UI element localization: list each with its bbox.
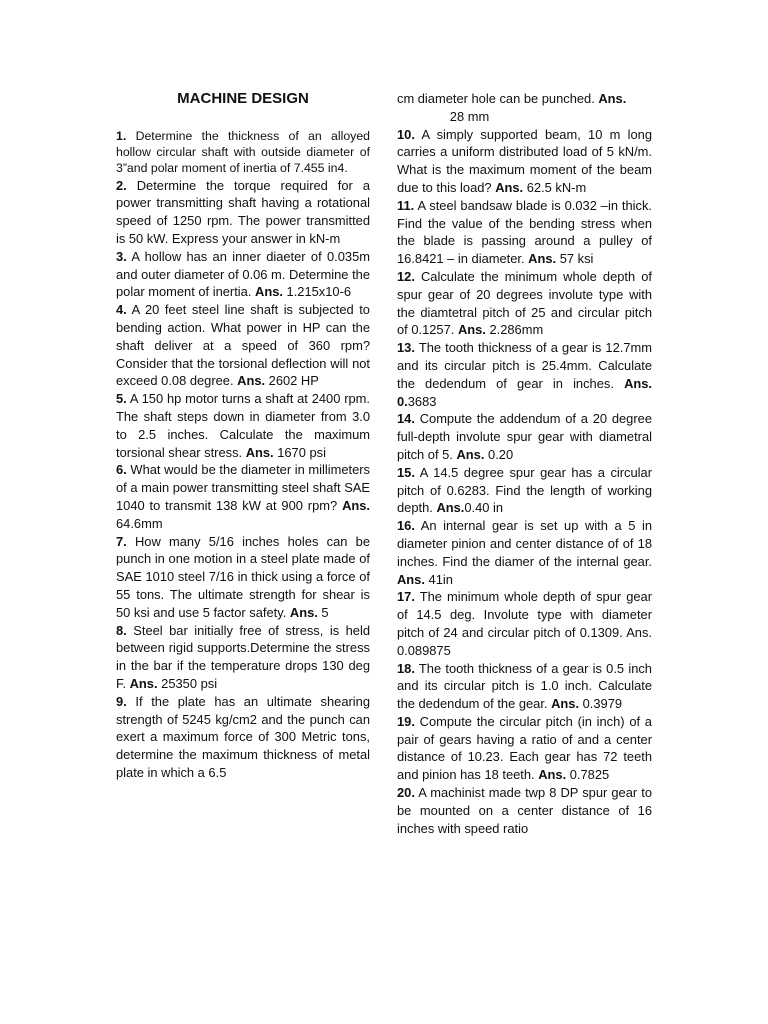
answer: 3683	[407, 393, 437, 409]
answer: 0.7825	[569, 767, 610, 783]
question-9-continuation: cm diameter hole can be punched. Ans. 28 mm	[397, 90, 652, 126]
question-15: 15. A 14.5 degree spur gear has a circular pitch of 0.6283. Find the length of working depth. Ans.0.40 in	[397, 464, 652, 516]
question-9: 9. If the plate has an ultimate shearing strength of 5245 kg/cm2 and the punch can exert a maximum force of 300 Metric tons, determine the maximum thickness of metal plate in which a 6.5	[116, 693, 370, 780]
question-7: 7. How many 5/16 inches holes can be punch in one motion in a steel plate made of SAE 1010 steel 7/16 in thick using a force of 55 tons. The ultimate strength for shear is 50 ksi and use 5 factor safety. Ans. 5	[116, 533, 370, 620]
question-16: 16. An internal gear is set up with a 5 in diameter pinion and center distance of of 18 inches. Find the diamer of the internal gear. Ans. 41in	[397, 518, 653, 587]
question-4: 4. A 20 feet steel line shaft is subjected to bending action. What power in HP can the shaft deliver at a speed of 360 rpm? Consider that the torsional deflection will not exceed 0.08 degree. Ans. 2602 HP	[116, 302, 370, 389]
question-20: 20. A machinist made twp 8 DP spur gear to be mounted on a center distance of 16 inches with speed ratio	[397, 785, 652, 836]
answer: 5	[321, 604, 329, 620]
answer: 1.215x10-6	[286, 284, 352, 300]
question-3: 3. A hollow has an inner diaeter of 0.035m and outer diameter of 0.06 m. Determine the polar moment of inertia. Ans. 1.215x10-6	[116, 248, 370, 300]
right-column	[397, 90, 652, 837]
question-6: 6. What would be the diameter in millimeters of a main power transmitting steel shaft SAE 1040 to transmit 138 kW at 900 rpm? Ans. 64.6mm	[116, 462, 370, 531]
question-5: 5. A 150 hp motor turns a shaft at 2400 rpm. The shaft steps down in diameter from 3.0 to 2.5 inches. Calculate the maximum torsional shear stress. Ans. 1670 psi	[116, 391, 370, 460]
question-8: 8. Steel bar initially free of stress, is held between rigid supports.Determine the stress in the bar if the temperature drops 130 deg F. Ans. 25350 psi	[116, 622, 370, 691]
answer: 28 mm	[449, 108, 490, 124]
answer: 57 ksi	[559, 251, 594, 267]
page-title: MACHINE DESIGN	[177, 90, 309, 107]
answer: 0.40 in	[464, 500, 504, 516]
question-14: 14. Compute the addendum of a 20 degree full-depth involute spur gear with diametral pitch of 5. Ans. 0.20	[397, 411, 652, 462]
answer: 64.6mm	[116, 515, 163, 531]
question-11: 11. A steel bandsaw blade is 0.032 –in thick. Find the value of the bending stress when the blade is passing around a pulley of 16.8421 – in diameter. Ans. 57 ksi	[397, 197, 652, 267]
answer: 25350 psi	[161, 675, 218, 691]
left-column	[116, 90, 370, 782]
answer: 2.286mm	[489, 322, 544, 338]
question-17: 17. The minimum whole depth of spur gear of 14.5 deg. Involute type with diameter pitch of 24 and circular pitch of 0.1309. Ans. 0.089875	[397, 589, 652, 658]
answer: 2602 HP	[268, 373, 319, 389]
question-13: 13. The tooth thickness of a gear is 12.7mm and its circular pitch is 25.4mm. Calculate the dedendum of gear in inches. Ans. 0.3683	[397, 340, 652, 409]
answer: 0.20	[488, 446, 514, 462]
answer: 62.5 kN-m	[526, 179, 587, 195]
question-1: 1. Determine the thickness of an alloyed hollow circular shaft with outside diameter of 3”and polar moment of inertia of 7.455 in4.	[116, 129, 370, 176]
question-18: 18. The tooth thickness of a gear is 0.5 inch and its circular pitch is 1.0 inch. Calculate the dedendum of the gear. Ans. 0.3979	[397, 660, 652, 712]
answer: 41in	[428, 571, 453, 587]
question-12: 12. Calculate the minimum whole depth of spur gear of 20 degrees involute type with the diamtetral pitch of 25 and circular pitch of 0.1257. Ans. 2.286mm	[397, 268, 652, 338]
question-10: 10. A simply supported beam, 10 m long carries a uniform distributed load of 5 kN/m. What is the maximum moment of the beam due to this load? Ans. 62.5 kN-m	[397, 126, 652, 195]
question-19: 19. Compute the circular pitch (in inch) of a pair of gears having a ratio of and a center distance of 10.23. Each gear has 72 teeth and pinion has 18 teeth. Ans. 0.7825	[397, 713, 652, 783]
question-2: 2. Determine the torque required for a power transmitting shaft having a rotational speed of 1250 rpm. The power transmitted is 50 kW. Express your answer in kN-m	[116, 177, 370, 246]
answer: 1670 psi	[277, 444, 326, 460]
answer: 0.3979	[582, 696, 623, 712]
